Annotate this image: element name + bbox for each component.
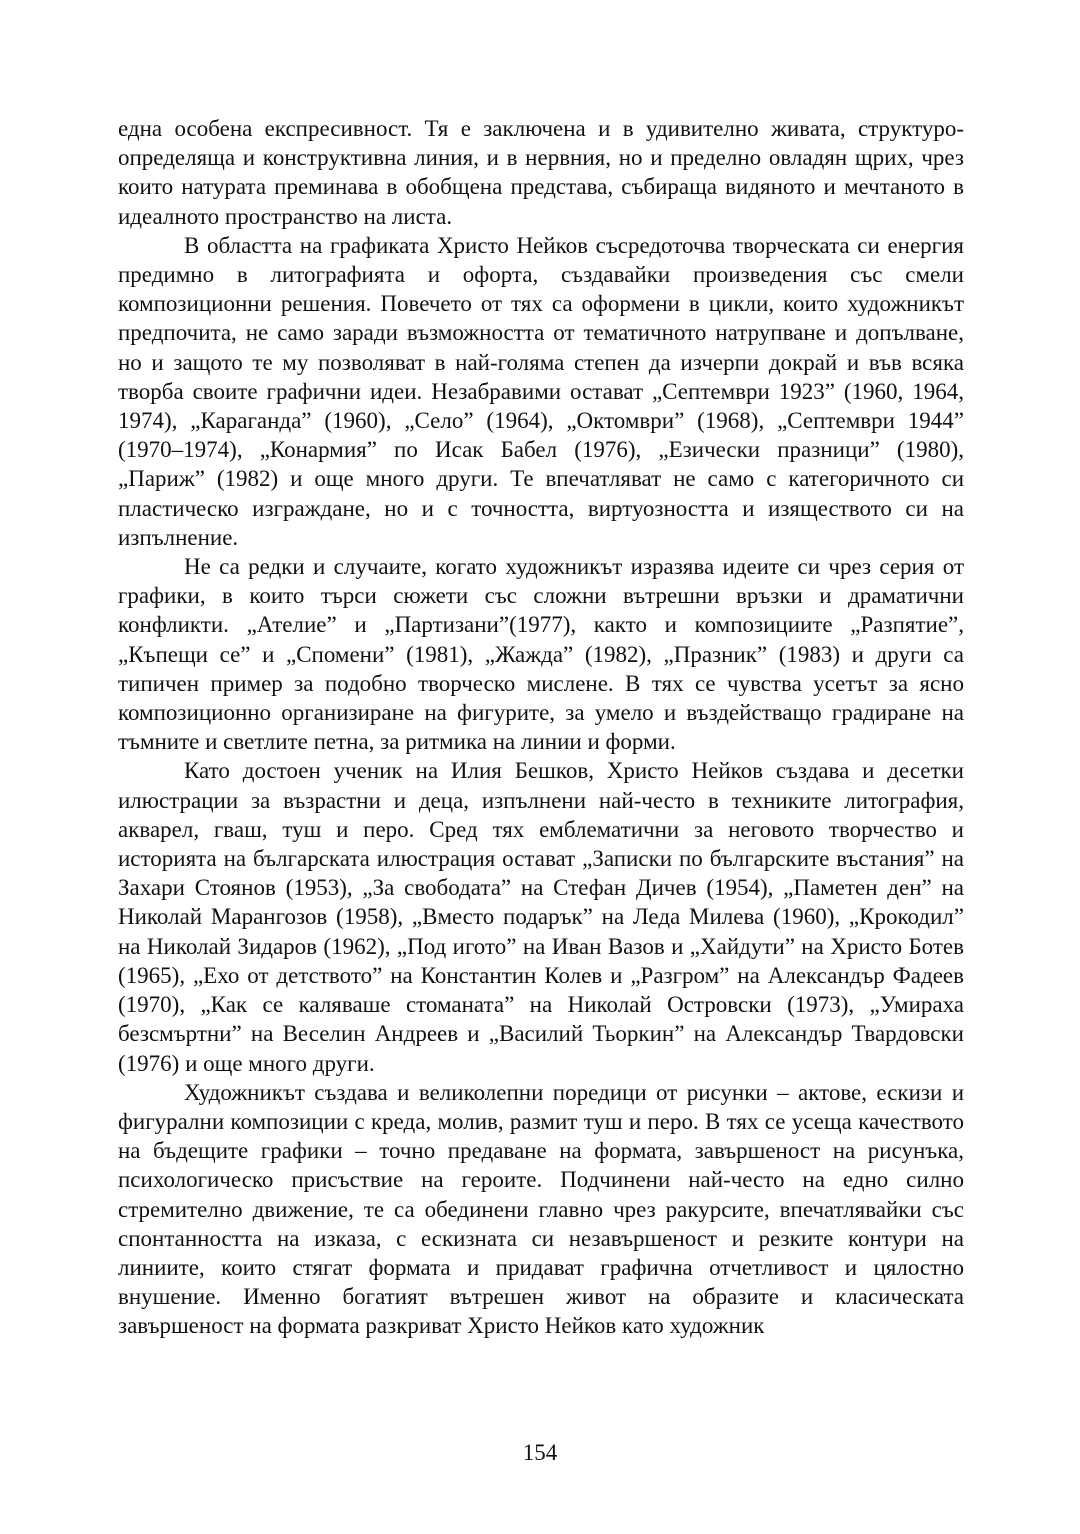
paragraph-drawings: Художникът създава и великолепни поредици от рисунки – актове, ескизи и фигурални композиции с креда, молив, размит туш и перо. В тях се усеща качеството на бъдещите графики – точно предаване на формата, завършеност на рисунъка, психологическо присъствие на героите. Подчинени най-често на едно силно стремително движение, те са обединени главно чрез ракурсите, впечатлявайки със спонтанността на изказа, с ескизната си незавършеност и резките контури на линиите, които стягат формата и придават графична отчетливост и цялостно внушение. Именно богатият вътрешен живот на образите и класическата завършеност на формата разкриват Христо Нейков като художник [118,1079,964,1339]
paragraph-graphics: В областта на графиката Христо Нейков съсредоточва творческата си енергия предимно в литографията и офорта, създавайки произведения със смели композиционни решения. Повечето от тях са оформени в цикли, които художникът предпочита, не само заради възможността от тематичното натрупване и допълване, но и защото те му позволяват в най-голяма степен да изчерпи докрай и във всяка творба своите графични идеи. Незабравими остават „Септември 1923” (1960, 1964, 1974), „Караганда” (1960), „Село” (1964), „Октомври” (1968), „Септември 1944” (1970–1974), „Конармия” по Исак Бабел (1976), „Езически празници” (1980), „Париж” (1982) и още много други. Те впечатляват не само с категоричното си пластическо изграждане, но и с точността, виртуозността и изяществото си на изпълнение. [118,232,964,550]
paragraph-illustrations: Като достоен ученик на Илия Бешков, Христо Нейков създава и десетки илюстрации за възрастни и деца, изпълнени най-често в техниките литография, акварел, гваш, туш и перо. Сред тях емблематични за неговото творчество и историята на българската илюстрация остават „Записки по българските въстания” на Захари Стоянов (1953), „За свободата” на Стефан Дичев (1954), „Паметен ден” на Николай Марангозов (1958), „Вместо подарък” на Леда Милева (1960), „Крокодил” на Николай Зидаров (1962), „Под игото” на Иван Вазов и „Хайдути” на Христо Ботев (1965), „Ехо от детството” на Константин Колев и „Разгром” на Александър Фадеев (1970), „Как се каляваше стоманата” на Николай Островски (1973), „Умираха безсмъртни” на Веселин Андреев и „Василий Тьоркин” на Александър Твардовски (1976) и още много други. [118,758,964,1076]
page-number: 154 [522,1440,558,1465]
body-text [118,114,964,1341]
paragraph-continuation: една особена експресивност. Тя е заключена и в удивително живата, структуроопределяща и конструктивна линия, и в нервния, но и пределно овладян щрих, чрез които натурата преминава в обобщена представа, събираща видяното и мечтаното в идеалното пространство на листа. [118,116,964,229]
paragraph-series: Не са редки и случаите, когато художникът изразява идеите си чрез серия от графики, в които търси сюжети със сложни вътрешни връзки и драматични конфликти. „Ателие” и „Партизани”(1977), както и композициите „Разпятие”, „Къпещи се” и „Спомени” (1981), „Жажда” (1982), „Празник” (1983) и други са типичен пример за подобно творческо мислене. В тях се чувства усетът за ясно композиционно организиране на фигурите, за умело и въздействащо градиране на тъмните и светлите петна, за ритмика на линии и форми. [118,554,964,755]
